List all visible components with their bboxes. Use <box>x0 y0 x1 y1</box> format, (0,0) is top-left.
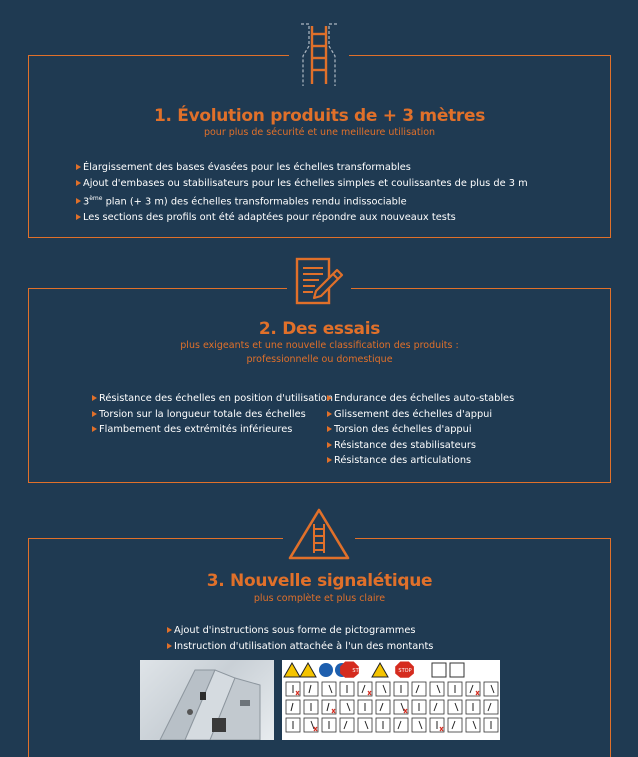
ladder-icon <box>289 20 349 90</box>
section3-bullet-list <box>167 623 433 654</box>
arrow-icon <box>76 214 81 220</box>
arrow-icon <box>327 411 332 417</box>
arrow-icon <box>92 395 97 401</box>
list-item: Torsion sur la longueur totale des échelles <box>92 407 310 423</box>
section2-left-list <box>92 391 333 438</box>
arrow-icon <box>92 411 97 417</box>
list-item: Résistance des échelles en position d'utilisation <box>92 391 310 407</box>
section2-title: 2. Des essais <box>258 319 381 339</box>
arrow-icon <box>167 627 172 633</box>
list-item: Élargissement des bases évasées pour les échelles transformables <box>76 160 528 176</box>
list-item: Instruction d'utilisation attachée à l'un des montants <box>167 639 433 655</box>
section2-subtitle-line2: professionnelle ou domestique <box>246 354 393 365</box>
list-item: Endurance des échelles auto-stables <box>327 391 514 407</box>
arrow-icon <box>327 457 332 463</box>
section1-subtitle: pour plus de sécurité et une meilleure utilisation <box>203 127 436 138</box>
arrow-icon <box>76 164 81 170</box>
list-item: Torsion des échelles d'appui <box>327 422 514 438</box>
stop-label-2: STOP <box>398 668 412 674</box>
arrow-icon <box>167 643 172 649</box>
arrow-icon <box>76 198 81 204</box>
list-item: Résistance des stabilisateurs <box>327 438 514 454</box>
list-item: Les sections des profils ont été adaptées pour répondre aux nouveaux tests <box>76 210 528 226</box>
ladder-detail-photo <box>140 660 274 740</box>
arrow-icon <box>92 426 97 432</box>
list-item: Ajout d'instructions sous forme de pictogrammes <box>167 623 433 639</box>
arrow-icon <box>327 395 332 401</box>
stop-label: STOP <box>352 668 366 674</box>
section3-title: 3. Nouvelle signalétique <box>206 571 433 591</box>
arrow-icon <box>76 180 81 186</box>
section3-subtitle: plus complète et plus claire <box>253 593 386 604</box>
document-pen-icon <box>287 254 351 310</box>
arrow-icon <box>327 426 332 432</box>
list-item: 3ème plan (+ 3 m) des échelles transformables rendu indissociable <box>76 191 528 210</box>
list-item: Flambement des extrémités inférieures <box>92 422 310 438</box>
section-tests <box>28 288 611 483</box>
section2-subtitle-line1: plus exigeants et une nouvelle classification des produits : <box>180 340 459 351</box>
section1-title: 1. Évolution produits de + 3 mètres <box>153 106 486 126</box>
section2-right-list <box>327 391 514 469</box>
section1-bullet-list <box>76 160 528 225</box>
pictogram-label <box>282 660 500 740</box>
arrow-icon <box>327 442 332 448</box>
list-item: Ajout d'embases ou stabilisateurs pour les échelles simples et coulissantes de plus de 3 m <box>76 176 528 192</box>
warning-ladder-icon <box>283 505 355 563</box>
list-item: Glissement des échelles d'appui <box>327 407 514 423</box>
list-item: Résistance des articulations <box>327 453 514 469</box>
